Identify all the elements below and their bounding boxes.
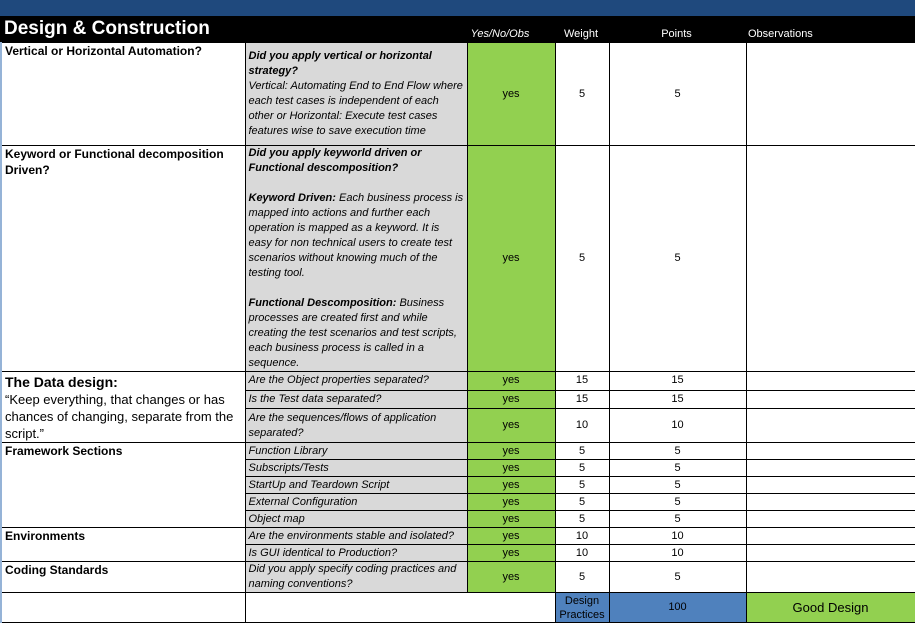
table-row	[1, 528, 915, 545]
weight-cell[interactable]: 10	[555, 528, 609, 545]
observations-cell[interactable]	[746, 494, 915, 511]
table-row	[1, 146, 915, 372]
answer-cell[interactable]: yes	[467, 545, 555, 562]
keyword-text: Each business process is mapped into actions and further each operation is mapped as a keyword. It is easy for non technical users to create test scenarios without knowing much of the testing tool.	[248, 192, 464, 279]
answer-cell[interactable]: yes	[467, 43, 555, 146]
col-header-points: Points	[661, 28, 692, 40]
question-title: Did you apply vertical or horizontal strategy?	[248, 50, 432, 77]
question-cell[interactable]: Object map	[245, 511, 467, 528]
answer-cell[interactable]: yes	[467, 390, 555, 409]
question-cell[interactable]: Did you apply specify coding practices and naming conventions?	[245, 562, 467, 593]
points-cell[interactable]: 5	[609, 562, 746, 593]
points-cell[interactable]: 10	[609, 409, 746, 443]
table-row	[1, 43, 915, 146]
category-cell[interactable]: Keyword or Functional decomposition Driven?	[1, 146, 245, 372]
section-header	[0, 16, 915, 42]
answer-cell[interactable]: yes	[467, 562, 555, 593]
category-note: “Keep everything, that changes or has chances of changing, separate from the script.”	[5, 392, 234, 441]
table-row	[1, 562, 915, 593]
weight-cell[interactable]: 5	[555, 460, 609, 477]
top-bar	[0, 0, 915, 16]
question-cell[interactable]: Function Library	[245, 443, 467, 460]
answer-cell[interactable]: yes	[467, 443, 555, 460]
points-cell[interactable]: 10	[609, 545, 746, 562]
question-title: Did you apply keyworld driven or Functional descomposition?	[248, 147, 422, 174]
answer-cell[interactable]: yes	[467, 494, 555, 511]
observations-cell[interactable]	[746, 545, 915, 562]
table-row	[1, 443, 915, 460]
observations-cell[interactable]	[746, 390, 915, 409]
question-cell[interactable]: External Configuration	[245, 494, 467, 511]
question-cell[interactable]: StartUp and Teardown Script	[245, 477, 467, 494]
weight-cell[interactable]: 5	[555, 43, 609, 146]
question-text: Vertical: Automating End to End Flow where each test cases is independent of each other or Horizontal: Execute test cases features wise to save execution time	[248, 80, 463, 137]
question-cell[interactable]	[245, 146, 467, 372]
weight-cell[interactable]: 15	[555, 372, 609, 391]
category-cell[interactable]: Vertical or Horizontal Automation?	[1, 43, 245, 146]
category-cell[interactable]	[1, 528, 245, 562]
question-cell[interactable]: Subscripts/Tests	[245, 460, 467, 477]
table-row	[1, 372, 915, 391]
category-title: Framework Sections	[5, 444, 123, 458]
weight-cell[interactable]: 10	[555, 409, 609, 443]
category-title: Coding Standards	[5, 563, 109, 577]
points-cell[interactable]: 5	[609, 477, 746, 494]
weight-cell[interactable]: 5	[555, 511, 609, 528]
observations-cell[interactable]	[746, 409, 915, 443]
observations-cell[interactable]	[746, 562, 915, 593]
category-cell[interactable]	[1, 443, 245, 528]
answer-cell[interactable]: yes	[467, 146, 555, 372]
weight-cell[interactable]: 10	[555, 545, 609, 562]
weight-cell[interactable]: 5	[555, 562, 609, 593]
points-cell[interactable]: 5	[609, 511, 746, 528]
weight-cell[interactable]: 5	[555, 477, 609, 494]
functional-label: Functional Descomposition:	[248, 297, 397, 309]
question-cell[interactable]: Is GUI identical to Production?	[245, 545, 467, 562]
category-title: The Data design:	[5, 374, 118, 390]
summary-label: Design Practices	[555, 593, 609, 623]
observations-cell[interactable]	[746, 460, 915, 477]
points-cell[interactable]: 15	[609, 372, 746, 391]
question-cell[interactable]: Are the Object properties separated?	[245, 372, 467, 391]
col-header-weight: Weight	[563, 28, 599, 40]
summary-total: 100	[609, 593, 746, 623]
summary-row	[1, 593, 915, 623]
category-cell[interactable]	[1, 372, 245, 443]
question-cell[interactable]: Are the sequences/flows of application separated?	[245, 409, 467, 443]
points-cell[interactable]: 5	[609, 443, 746, 460]
question-cell[interactable]	[245, 43, 467, 146]
observations-cell[interactable]	[746, 43, 915, 146]
observations-cell[interactable]	[746, 477, 915, 494]
weight-cell[interactable]: 5	[555, 494, 609, 511]
functional-text: Business processes are created first and while creating the test scenarios and test scripts, each business process is called in a sequence.	[248, 297, 457, 369]
category-title: Environments	[5, 529, 86, 543]
keyword-label: Keyword Driven:	[248, 192, 336, 204]
question-cell[interactable]: Are the environments stable and isolated?	[245, 528, 467, 545]
answer-cell[interactable]: yes	[467, 372, 555, 391]
answer-cell[interactable]: yes	[467, 477, 555, 494]
points-cell[interactable]: 5	[609, 43, 746, 146]
evaluation-table	[0, 42, 915, 623]
answer-cell[interactable]: yes	[467, 528, 555, 545]
weight-cell[interactable]: 5	[555, 146, 609, 372]
observations-cell[interactable]	[746, 443, 915, 460]
points-cell[interactable]: 5	[609, 460, 746, 477]
question-cell[interactable]: Is the Test data separated?	[245, 390, 467, 409]
summary-result: Good Design	[746, 593, 915, 623]
answer-cell[interactable]: yes	[467, 511, 555, 528]
points-cell[interactable]: 5	[609, 494, 746, 511]
points-cell[interactable]: 5	[609, 146, 746, 372]
weight-cell[interactable]: 15	[555, 390, 609, 409]
points-cell[interactable]: 10	[609, 528, 746, 545]
observations-cell[interactable]	[746, 372, 915, 391]
observations-cell[interactable]	[746, 528, 915, 545]
observations-cell[interactable]	[746, 146, 915, 372]
category-cell[interactable]	[1, 562, 245, 593]
col-header-answer: Yes/No/Obs	[470, 28, 530, 40]
observations-cell[interactable]	[746, 511, 915, 528]
weight-cell[interactable]: 5	[555, 443, 609, 460]
answer-cell[interactable]: yes	[467, 460, 555, 477]
col-header-observations: Observations	[748, 28, 813, 40]
answer-cell[interactable]: yes	[467, 409, 555, 443]
section-title: Design & Construction	[4, 18, 210, 39]
points-cell[interactable]: 15	[609, 390, 746, 409]
